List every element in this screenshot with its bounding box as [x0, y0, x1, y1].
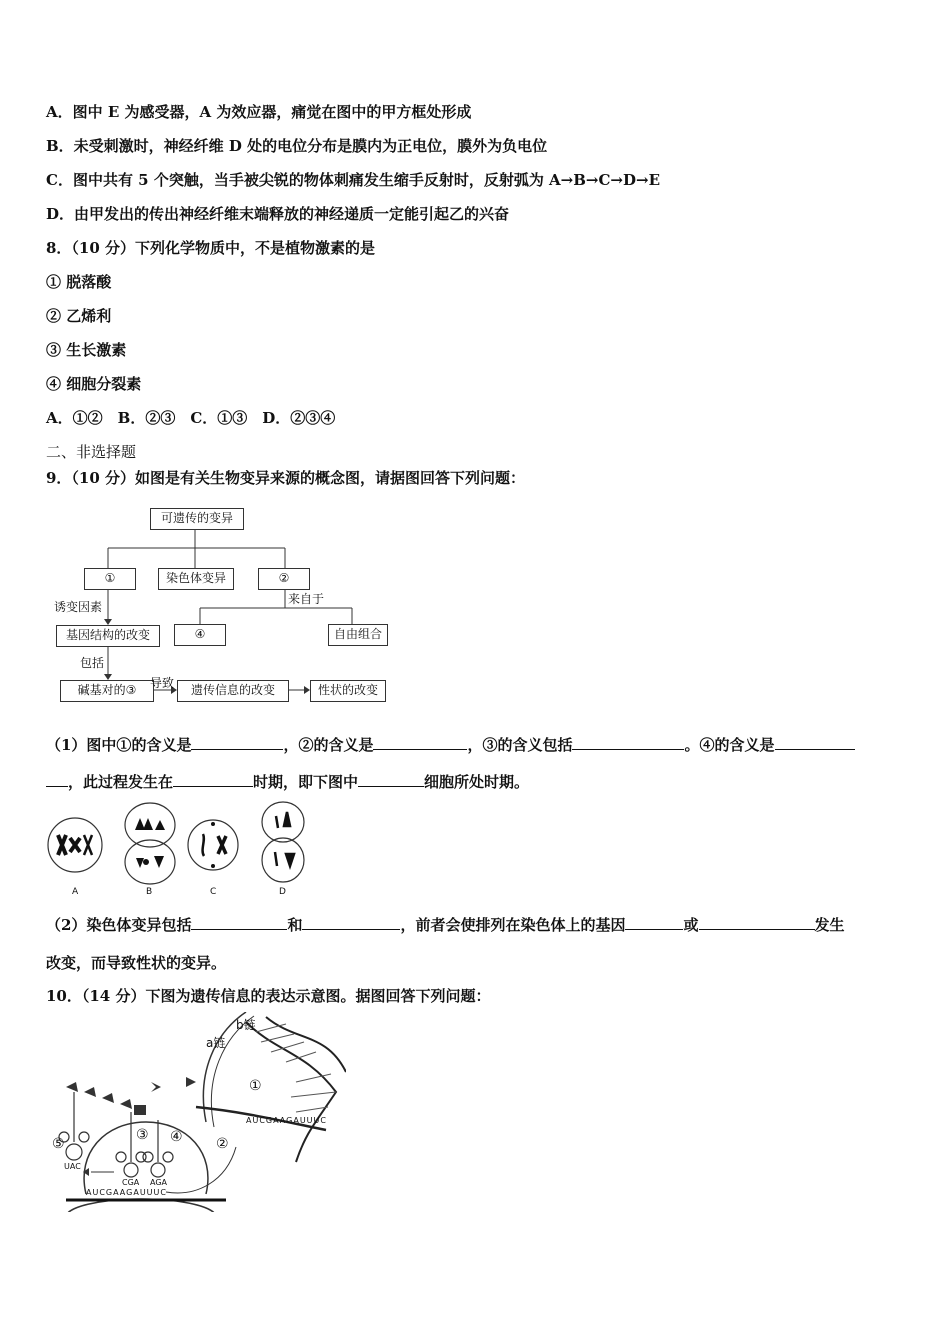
q8-item-2: ② 乙烯利: [46, 307, 112, 325]
q9-part1-line1: [46, 735, 855, 755]
cell-label-d: D: [279, 887, 286, 897]
mrna-top-sequence: AUCGAAGAUUUC: [246, 1116, 327, 1125]
answer-blank-10[interactable]: [699, 915, 815, 930]
cell-d: [262, 802, 304, 882]
q9-p1-text-a: （1）图中①的含义是: [46, 736, 192, 754]
q9-stem: 9．（10 分）如图是有关生物变异来源的概念图，请据图回答下列问题：: [46, 469, 526, 487]
q9-part2-line1: [46, 915, 845, 935]
answer-blank-9[interactable]: [625, 915, 683, 930]
label-2: ②: [216, 1136, 229, 1152]
answer-blank-6[interactable]: [358, 772, 424, 787]
q8-item-1: ① 脱落酸: [46, 273, 112, 291]
trait-change-box: 性状的改变: [310, 680, 386, 702]
include-label: 包括: [80, 656, 105, 670]
anticodon-5: UAC: [64, 1162, 81, 1171]
blank-4-box: ④: [174, 624, 226, 646]
q9-p1-text-f: 时期，即下图中: [253, 773, 359, 791]
anticodon-3: CGA: [122, 1178, 140, 1187]
label-4: ④: [170, 1129, 183, 1145]
q9-p1-text-g: 细胞所处时期。: [424, 773, 530, 791]
label-1: ①: [249, 1078, 262, 1094]
blank-2-box: ②: [258, 568, 310, 590]
cell-division-svg: [40, 800, 320, 905]
q8-item-3: ③ 生长激素: [46, 341, 127, 359]
q9-p1-text-c: ，③的含义包括: [467, 736, 573, 754]
cell-label-c: C: [210, 887, 217, 897]
q7-option-a: A．图中 E 为感受器，A 为效应器，痛觉在图中的甲方框处形成: [46, 103, 472, 121]
gene-expression-svg: [46, 1012, 346, 1212]
answer-blank-3[interactable]: [572, 735, 684, 750]
answer-blank-8[interactable]: [302, 915, 400, 930]
variation-concept-diagram: [40, 500, 400, 710]
q7-option-c: C．图中共有 5 个突触，当手被尖锐的物体刺痛发生缩手反射时，反射弧为 A→B→C→D→E: [46, 171, 661, 189]
mrna-bottom-sequence: AUCGAAGAUUUC: [86, 1188, 167, 1197]
answer-blank-2[interactable]: [373, 735, 467, 750]
anticodon-4: AGA: [150, 1178, 168, 1187]
chromosome-variation-box: 染色体变异: [158, 568, 234, 590]
cell-b: [125, 803, 175, 884]
genetic-info-change-box: 遗传信息的改变: [177, 680, 289, 702]
q8-stem: 8．（10 分）下列化学物质中，不是植物激素的是: [46, 239, 376, 257]
section-title: 二、非选择题: [46, 443, 137, 461]
q9-p2-text-a: （2）染色体变异包括: [46, 916, 192, 934]
cell-label-a: A: [72, 887, 79, 897]
q9-part1-line2: [46, 772, 529, 792]
cell-label-b: B: [146, 887, 153, 897]
gene-expression-figure: [46, 1012, 346, 1212]
heritable-variation-box: 可遗传的变异: [150, 508, 244, 530]
cell-a: [48, 818, 102, 872]
gene-structure-change-box: 基因结构的改变: [56, 625, 160, 647]
q7-option-d: D．由甲发出的传出神经纤维末端释放的神经递质一定能引起乙的兴奋: [46, 205, 510, 223]
q7-option-b: B．未受刺激时，神经纤维 D 处的电位分布是膜内为正电位，膜外为负电位: [46, 137, 548, 155]
q8-item-4: ④ 细胞分裂素: [46, 375, 142, 393]
b-chain-label: b链: [236, 1018, 256, 1032]
answer-blank-4[interactable]: [775, 735, 855, 750]
answer-blank-1[interactable]: [191, 735, 283, 750]
label-5: ⑤: [52, 1136, 65, 1152]
q9-p2-text-c: ，前者会使排列在染色体上的基因: [400, 916, 626, 934]
free-combination-box: 自由组合: [328, 624, 388, 646]
lead-to-label: 导致: [150, 676, 175, 690]
q8-options: A．①② B．②③ C．①③ D．②③④: [46, 409, 336, 427]
cell-c: [188, 820, 238, 870]
q10-stem: 10．（14 分）下图为遗传信息的表达示意图。据图回答下列问题：: [46, 987, 491, 1005]
q9-p1-text-d: 。④的含义是: [684, 736, 775, 754]
answer-blank-4-cont[interactable]: [46, 772, 68, 787]
answer-blank-7[interactable]: [191, 915, 287, 930]
q9-p2-text-e: 发生: [814, 916, 845, 934]
label-3: ③: [136, 1127, 149, 1143]
base-pair-box: 碱基对的③: [60, 680, 154, 702]
q9-p1-text-e: ，此过程发生在: [68, 773, 174, 791]
q9-part2-line2: 改变，而导致性状的变异。: [46, 954, 227, 972]
answer-blank-5[interactable]: [173, 772, 253, 787]
blank-1-box: ①: [84, 568, 136, 590]
mutagen-label: 诱变因素: [54, 600, 103, 614]
q9-p2-text-b: 和: [287, 916, 303, 934]
cell-division-figures: [40, 800, 320, 905]
q9-p1-text-b: ，②的含义是: [283, 736, 374, 754]
a-chain-label: a链: [206, 1036, 226, 1050]
q9-p2-text-d: 或: [683, 916, 699, 934]
derived-from-label: 来自于: [288, 592, 325, 606]
